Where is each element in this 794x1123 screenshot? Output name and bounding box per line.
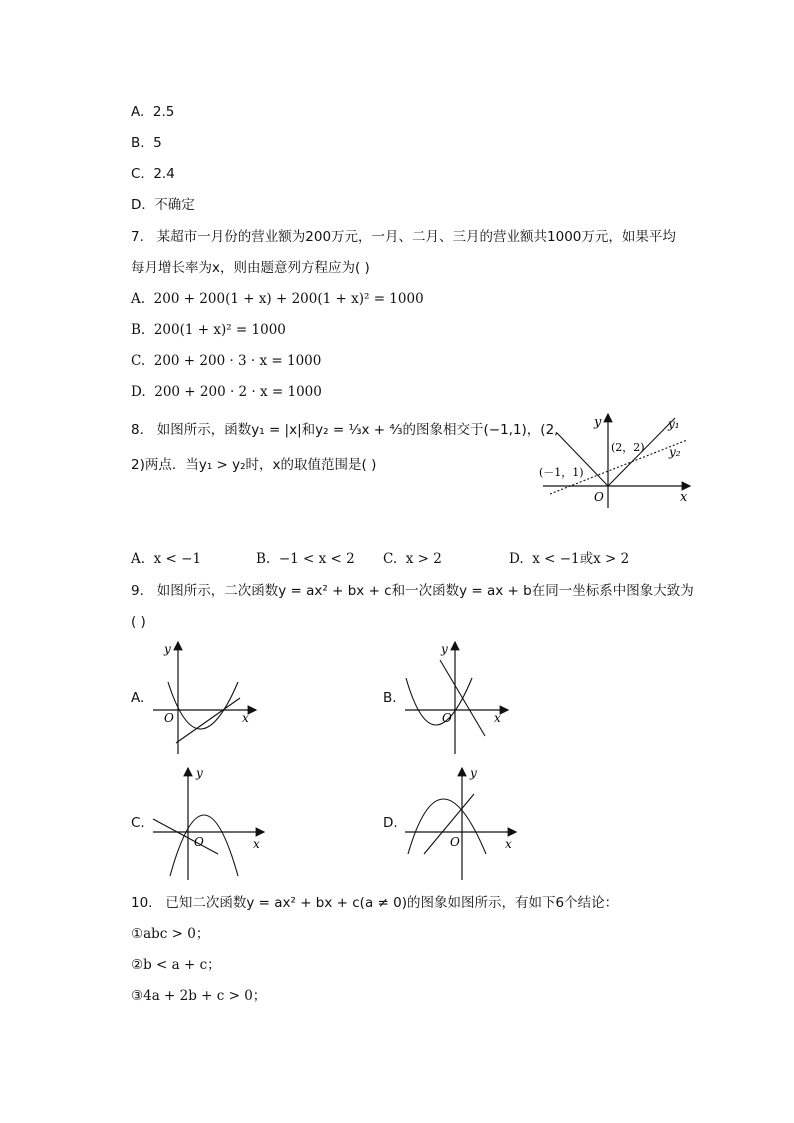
q9-graph-a [148,636,260,756]
q8-graph [535,408,695,508]
q9-graph-c [148,762,270,882]
parabola [170,815,238,876]
x-label: x [494,711,501,725]
q9-option-c-label: C. [131,815,145,831]
q7-stem-line2: 每月增长率为x，则由题意列方程应为( ) [131,260,370,276]
point-2-2: (2，2) [611,441,645,454]
q9-option-d-label: D. [383,815,398,831]
q7-option-b: B. 200(1 + x)² = 1000 [131,322,286,338]
q10-item-3: ③4a + 2b + c > 0； [131,988,267,1004]
q9-graph-d [400,762,522,882]
origin-label: O [442,711,452,725]
q8-stem-line2: 2)两点．当y₁ > y₂时，x的取值范围是( ) [131,457,377,473]
y-label: y [196,766,203,780]
q7-stem-line1: 7. 某超市一月份的营业额为200万元，一月、二月、三月的营业额共1000万元，如果平均 [131,229,676,245]
q6-option-d: D. 不确定 [131,197,195,213]
origin-label: O [594,490,604,504]
origin-label: O [450,835,460,849]
x-label: x [253,837,260,851]
q10-item-2: ②b < a + c； [131,957,221,973]
origin-label: O [164,711,174,725]
q7-option-a: A. 200 + 200(1 + x) + 200(1 + x)² = 1000 [131,291,424,307]
y2-label: y₂ [669,445,681,459]
y-label: y [164,642,171,656]
point-neg1-1: (－1，1) [539,466,584,479]
q7-option-d: D. 200 + 200 · 2 · x = 1000 [131,384,322,400]
y-label: y [470,766,477,780]
q8-option-c: C. x > 2 [383,551,442,567]
q8-option-d: D. x < −1或x > 2 [509,551,630,567]
y1-label: y₁ [668,417,680,431]
q9-option-b-label: B. [383,690,397,706]
q6-option-c: C. 2.4 [131,166,175,182]
q8-stem-line1: 8. 如图所示，函数y₁ = |x|和y₂ = ⅓x + ⁴⁄₃的图象相交于(−1,1)，(2, [131,422,559,438]
q9-graph-b [400,636,512,756]
q7-option-c: C. 200 + 200 · 3 · x = 1000 [131,353,322,369]
q9-option-a-label: A. [131,690,145,706]
parabola [406,678,472,725]
y-label: y [441,642,448,656]
q9-stem-line1: 9. 如图所示，二次函数y = ax² + bx + c和一次函数y = ax + b在同一坐标系中图象大致为 [131,583,694,599]
q6-option-a: A. 2.5 [131,104,175,120]
x-label: x [680,490,688,505]
q10-stem: 10. 已知二次函数y = ax² + bx + c(a ≠ 0)的图象如图所示，有如下6个结论： [131,895,619,911]
q8-option-a: A. x < −1 [131,551,202,567]
q8-option-b: B. −1 < x < 2 [256,551,355,567]
line [424,794,474,854]
y-label: y [594,415,602,430]
q10-item-1: ①abc > 0； [131,926,210,942]
origin-label: O [194,835,204,849]
x-label: x [242,711,249,725]
line [153,819,218,854]
q6-option-b: B. 5 [131,135,162,151]
x-label: x [505,837,512,851]
q9-stem-line2: ( ) [131,614,146,630]
